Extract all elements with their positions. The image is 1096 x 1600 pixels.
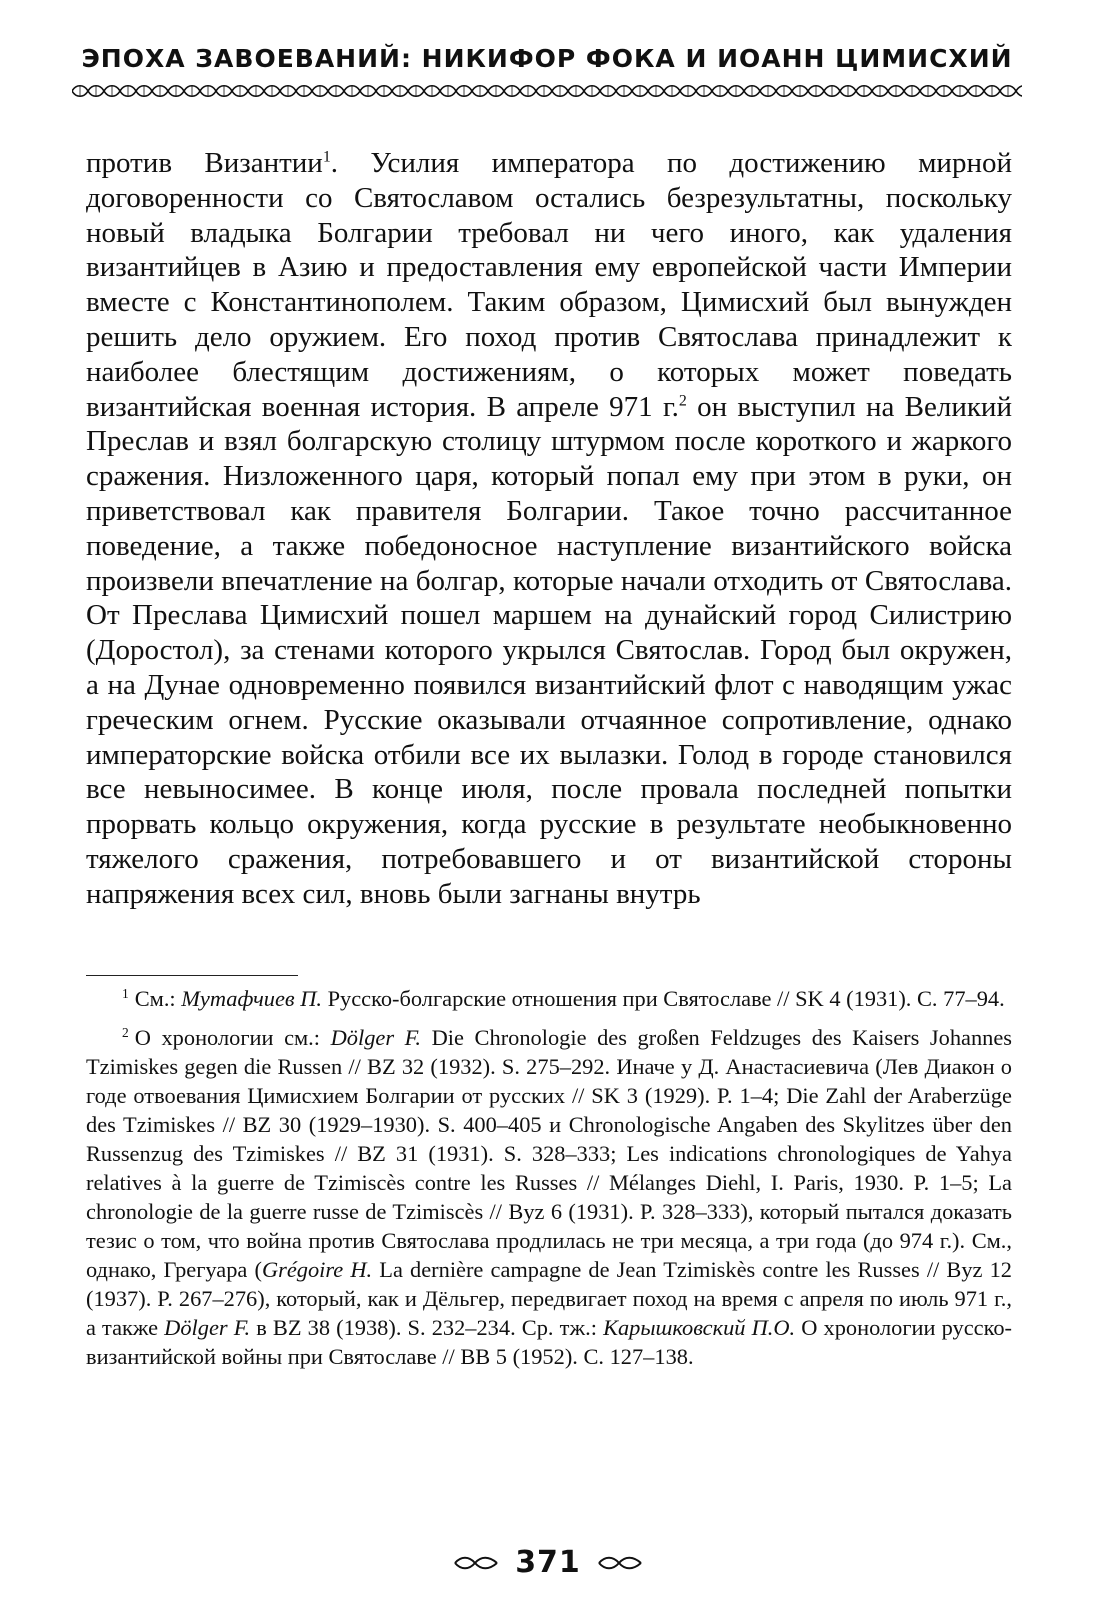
footnote-number: 2 xyxy=(122,1024,129,1040)
footnote-text: в BZ 38 (1938). S. 232–234. Ср. тж.: xyxy=(250,1315,604,1340)
footnote-author: Мутафчиев П. xyxy=(181,986,322,1011)
footnote-author: Dölger F. xyxy=(330,1025,422,1050)
braided-band-ornament-icon xyxy=(72,84,1022,98)
footnote-text: См.: xyxy=(134,986,182,1011)
braid-ornament-icon xyxy=(597,1556,643,1570)
footnote-number: 1 xyxy=(122,985,129,1001)
footnote-separator xyxy=(86,975,298,976)
running-header xyxy=(72,44,1022,98)
footnote-text: О хронологии русско-византийской войны при Святославе // ВВ 5 (1952). С. 127–138. xyxy=(86,1315,1012,1369)
page-footer xyxy=(0,1545,1096,1585)
footnotes xyxy=(86,984,1012,1371)
footnote-author: Карышковский П.О. xyxy=(603,1315,796,1340)
footnote-ref: 2 xyxy=(678,391,687,409)
body-text xyxy=(86,146,1012,912)
footnote-text: Русско-болгарские отношения при Святославе // SK 4 (1931). С. 77–94. xyxy=(321,986,1005,1011)
body-text-segment: . Усилия императора по достижению мирной договоренности со Святославом остались безрезультатны, поскольку новый владыка Болгарии требовал ни чего иного, как удаления византийцев в Азию и предоставления ему европейской части Империи вместе с Константинополем. Таким образом, Цимисхий был вынужден решить дело оружием. Его поход против Святослава принадлежит к наиболее блестящим достижениям, о которых может поведать византийская военная история. В апреле 971 г. xyxy=(86,147,1012,423)
body-text-segment: против Византии xyxy=(86,147,323,179)
running-header-title: ЭПОХА ЗАВОЕВАНИЙ: НИКИФОР ФОКА И ИОАНН ЦИМИСХИЙ xyxy=(81,44,1013,73)
body-text-segment: он выступил на Великий Преслав и взял болгарскую столицу штурмом после короткого и жаркого сражения. Низложенного царя, который попал ему при этом в руки, он приветствовал как правителя Болгарии. Такое точно рассчитанное поведение, а также победоносное наступление византийского войска произвели впечатление на болгар, которые начали отходить от Святослава. От Преслава Цимисхий пошел маршем на дунайский город Силистрию (Доростол), за стенами которого укрылся Святослав. Город был окружен, а на Дунае одновременно появился византийский флот с наводящим ужас греческим огнем. Русские оказывали отчаянное сопротивление, однако императорские войска отбили все их вылазки. Голод в городе становился все невыносимее. В конце июля, после провала последней попытки прорвать кольцо окружения, когда русские в результате необыкновенно тяжелого сражения, потребовавшего и от византийской стороны напряжения всех сил, вновь были загнаны внутрь xyxy=(86,390,1012,910)
footnote-ref: 1 xyxy=(322,148,331,166)
footnote-text: Die Chronologie des großen Feldzuges des Kaisers Johannes Tzimiskes gegen die Russen // BZ 32 (1932). S. 275–292. Иначе у Д. Анастасиевича (Лев Диакон о годе отвоевания Цимисхием Болгарии от русских // SK 3 (1929). P. 1–4; Die Zahl der Araberzüge des Tzimiskes // BZ 30 (1929–1930). S. 400–405 и Chronologische Angaben des Skylitzes über den Russenzug des Tzimiskes // BZ 31 (1931). S. 328–333; Les indications chronologiques de Yahya relatives à la guerre de Tzimiscès contre les Russes // Mélanges Diehl, I. Paris, 1930. P. 1–5; La chronologie de la guerre russe de Tzimiscès // Byz 6 (1931). P. 328–333), который пытался доказать тезис о том, что война против Святослава продлилась не три месяца, а три года (до 974 г.). См., однако, Грегуара ( xyxy=(86,1025,1012,1282)
braid-ornament-icon xyxy=(453,1556,499,1570)
page-number: 371 xyxy=(515,1545,581,1580)
footnote-author: Dölger F. xyxy=(164,1315,251,1340)
footnote-author: Grégoire H. xyxy=(261,1257,373,1282)
footnote-2 xyxy=(86,1023,1012,1371)
footnote-text: La dernière campagne de Jean Tzimiskès contre les Russes // Byz 12 (1937). P. 267–276), который, как и Дёльгер, передвигает поход на время с апреля по июль 971 г., а также xyxy=(86,1257,1013,1340)
body-paragraph xyxy=(86,146,1012,912)
footnote-1 xyxy=(86,984,1012,1013)
footnote-text: О хронологии см.: xyxy=(134,1025,331,1050)
